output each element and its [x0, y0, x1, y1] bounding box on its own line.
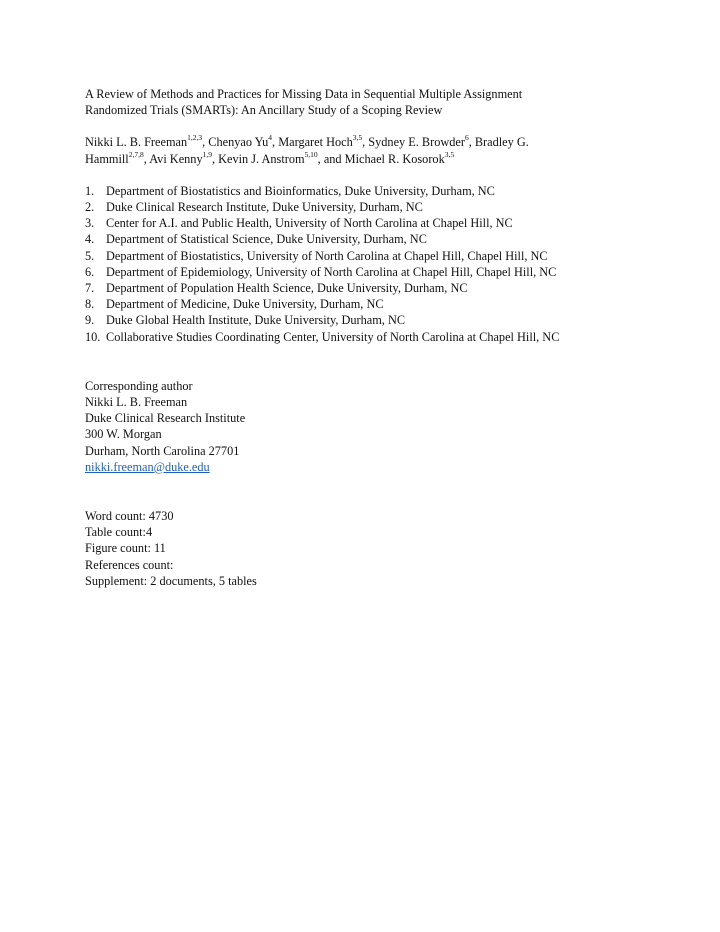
- affiliation-item: [85, 312, 685, 328]
- supplement-count: Supplement: 2 documents, 5 tables: [85, 573, 257, 588]
- affiliation-number: 7.: [85, 281, 95, 296]
- affiliation-item: [85, 296, 685, 312]
- author-separator: ,: [468, 135, 475, 150]
- affiliation-number: 8.: [85, 297, 95, 312]
- affiliation-item: [85, 199, 685, 215]
- author-affiliation-sup: 5,10: [304, 149, 318, 159]
- author-separator: ,: [362, 135, 369, 150]
- author-list: [85, 134, 685, 166]
- corresponding-city: Durham, North Carolina 27701: [85, 443, 240, 458]
- author-name-part: Hammill: [85, 151, 129, 166]
- author-name: Kevin J. Anstrom: [218, 151, 305, 166]
- author-line-1: [85, 134, 685, 150]
- title-line-1: A Review of Methods and Practices for Missing Data in Sequential Multiple Assignment: [85, 87, 523, 101]
- affiliation-number: 9.: [85, 313, 95, 328]
- author-affiliation-sup: 3,5: [444, 149, 455, 159]
- affiliation-item: [85, 183, 685, 199]
- author-affiliation-sup: 1,9: [202, 149, 212, 159]
- author-affiliation-sup: 2,7,8: [128, 149, 144, 159]
- affiliation-item: [85, 264, 685, 280]
- affiliation-item: [85, 329, 685, 345]
- author-separator: , and: [317, 151, 345, 166]
- author-affiliation-sup: 6: [464, 133, 469, 143]
- corresponding-street: 300 W. Morgan: [85, 427, 162, 442]
- corresponding-author-block: [85, 378, 685, 475]
- affiliation-item: [85, 215, 685, 231]
- affiliation-list: [85, 183, 685, 345]
- author-separator: ,: [143, 151, 150, 166]
- figure-count: Figure count: 11: [85, 541, 166, 556]
- affiliation-text: Department of Medicine, Duke University, Durham, NC: [106, 297, 384, 312]
- affiliation-text: Duke Clinical Research Institute, Duke University, Durham, NC: [106, 200, 423, 215]
- author-separator: ,: [211, 151, 219, 166]
- corresponding-institution: Duke Clinical Research Institute: [85, 411, 246, 426]
- author-affiliation-sup: 4: [268, 133, 273, 143]
- author-name: Michael R. Kosorok: [344, 151, 445, 166]
- affiliation-text: Department of Biostatistics and Bioinformatics, Duke University, Durham, NC: [106, 183, 495, 198]
- affiliation-text: Center for A.I. and Public Health, University of North Carolina at Chapel Hill, NC: [106, 216, 513, 231]
- affiliation-text: Collaborative Studies Coordinating Center, University of North Carolina at Chapel Hill, NC: [106, 329, 560, 344]
- author-separator: ,: [202, 135, 209, 150]
- affiliation-item: [85, 280, 685, 296]
- affiliation-text: Department of Epidemiology, University of North Carolina at Chapel Hill, Chapel Hill, NC: [106, 264, 557, 279]
- corresponding-heading: Corresponding author: [85, 378, 193, 393]
- word-count: Word count: 4730: [85, 509, 174, 524]
- author-separator: ,: [272, 135, 279, 150]
- references-count: References count:: [85, 557, 174, 572]
- affiliation-number: 10.: [85, 329, 101, 344]
- author-name: Chenyao Yu: [208, 135, 269, 150]
- title-page-content: [85, 86, 685, 589]
- author-name: Sydney E. Browder: [368, 135, 465, 150]
- author-line-2: [85, 151, 685, 167]
- author-name: Avi Kenny: [149, 151, 203, 166]
- email-link[interactable]: nikki.freeman@duke.edu: [85, 459, 210, 474]
- author-affiliation-sup: 3,5: [352, 133, 363, 143]
- affiliation-item: [85, 231, 685, 247]
- author-affiliation-sup: 1,2,3: [187, 133, 203, 143]
- affiliation-text: Department of Biostatistics, University of North Carolina at Chapel Hill, Chapel Hill, NC: [106, 248, 548, 263]
- paper-title: [85, 86, 685, 118]
- author-name: Nikki L. B. Freeman: [85, 135, 188, 150]
- affiliation-number: 2.: [85, 200, 95, 215]
- affiliation-number: 6.: [85, 264, 95, 279]
- affiliation-text: Department of Population Health Science, Duke University, Durham, NC: [106, 281, 468, 296]
- affiliation-number: 3.: [85, 216, 95, 231]
- author-name-part: Bradley G.: [474, 135, 529, 150]
- affiliation-text: Duke Global Health Institute, Duke University, Durham, NC: [106, 313, 406, 328]
- corresponding-name: Nikki L. B. Freeman: [85, 395, 188, 410]
- manuscript-counts: [85, 508, 685, 589]
- affiliation-item: [85, 248, 685, 264]
- affiliation-number: 4.: [85, 232, 95, 247]
- affiliation-number: 1.: [85, 183, 95, 198]
- author-name: Margaret Hoch: [278, 135, 353, 150]
- title-line-2: Randomized Trials (SMARTs): An Ancillary Study of a Scoping Review: [85, 103, 443, 118]
- affiliation-text: Department of Statistical Science, Duke University, Durham, NC: [106, 232, 427, 247]
- table-count: Table count:4: [85, 525, 153, 540]
- affiliation-number: 5.: [85, 248, 95, 263]
